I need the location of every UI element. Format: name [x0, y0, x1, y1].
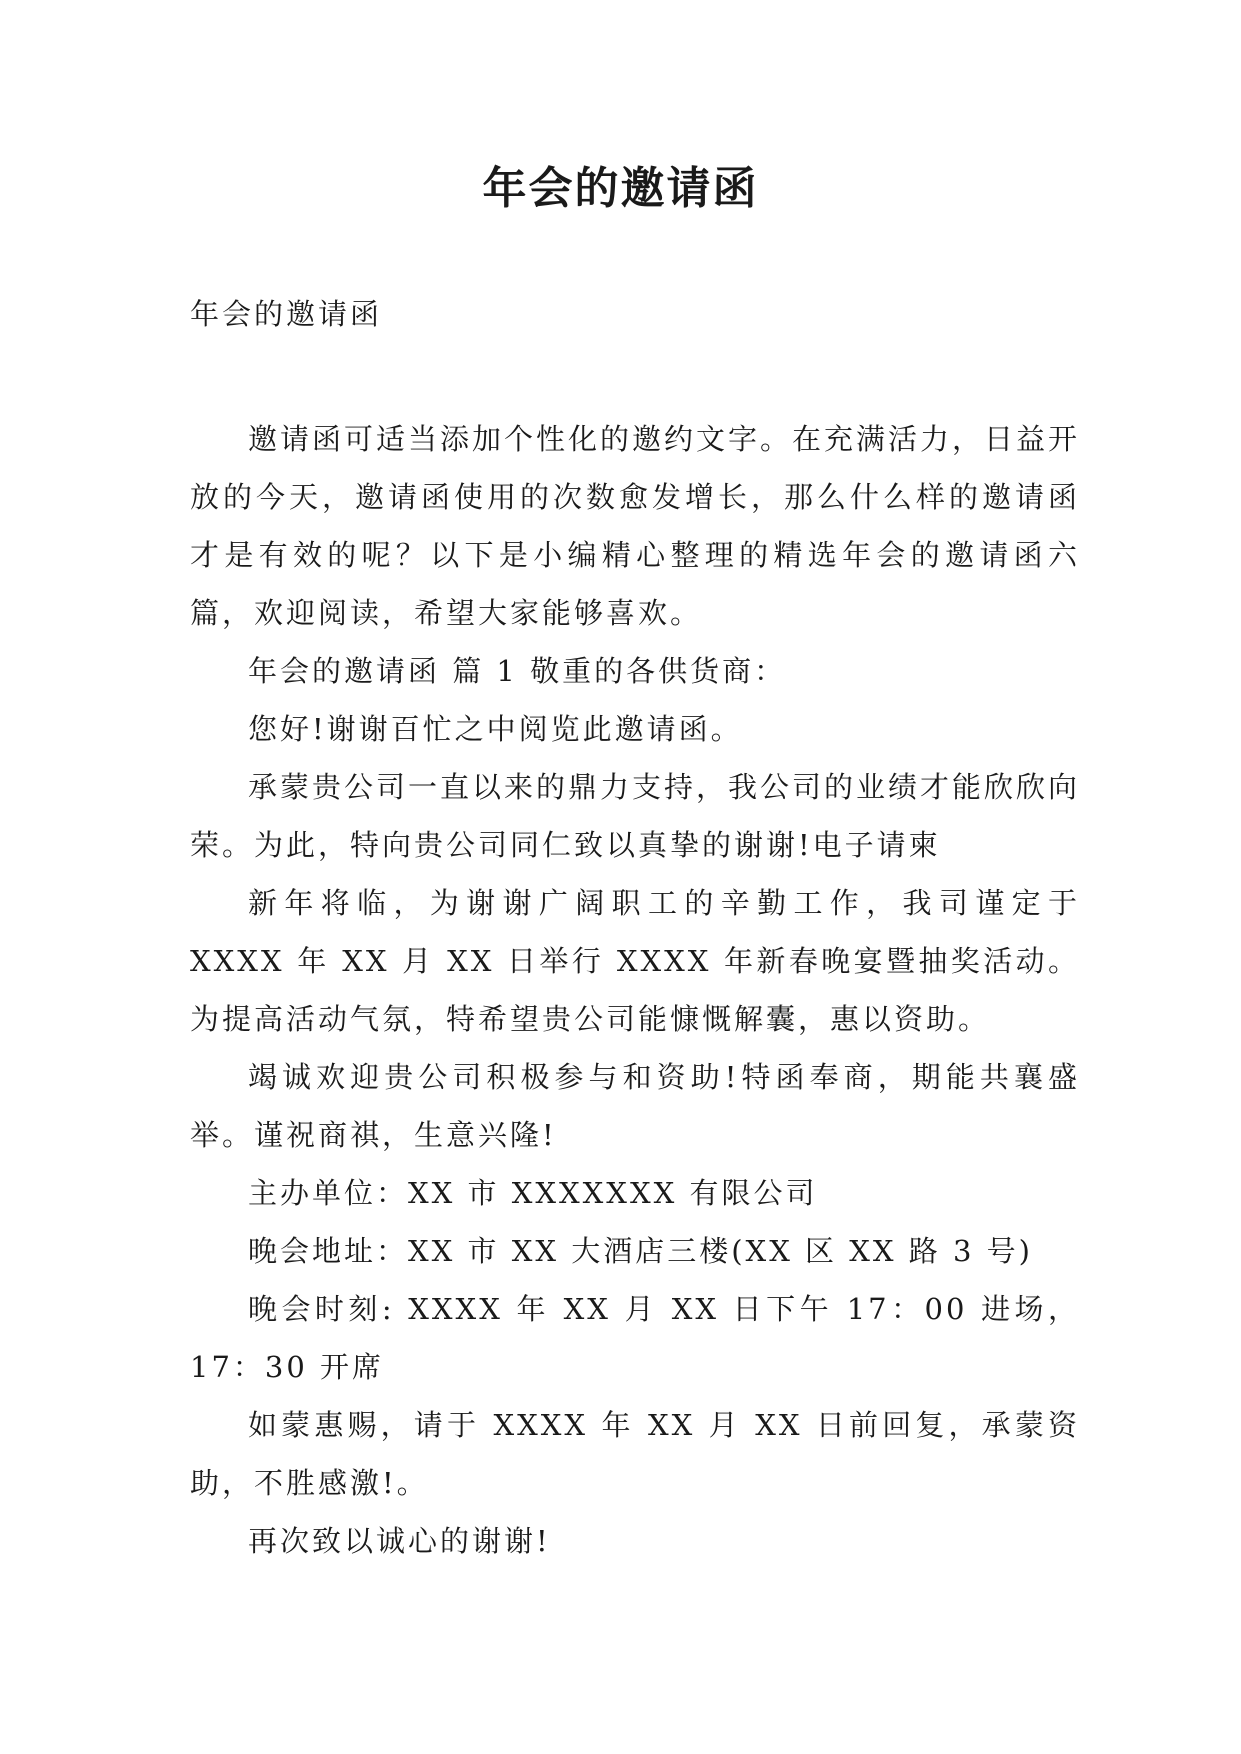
paragraph-intro: 邀请函可适当添加个性化的邀约文字。在充满活力，日益开放的今天，邀请函使用的次数愈发增长，那么什么样的邀请函才是有效的呢？以下是小编精心整理的精选年会的邀请函六篇，欢迎阅读，希望大家能够喜欢。: [190, 422, 1081, 630]
paragraph-thanks: 承蒙贵公司一直以来的鼎力支持，我公司的业绩才能欣欣向荣。为此，特向贵公司同仁致以真挚的谢谢!电子请柬: [190, 770, 1081, 862]
paragraph-time: 晚会时刻: XXXX 年 XX 月 XX 日下午 17：00 进场，17：30 开席: [190, 1292, 1080, 1384]
paragraph-event: 新年将临，为谢谢广阔职工的辛勤工作，我司谨定于 XXXX 年 XX 月 XX 日举行 XXXX 年新春晚宴暨抽奖活动。为提高活动气氛，特希望贵公司能慷慨解囊，惠以资助。: [190, 886, 1080, 1036]
paragraph-heading: 年会的邀请函 篇 1 敬重的各供货商：: [248, 654, 787, 688]
paragraph-greeting: 您好!谢谢百忙之中阅览此邀请函。: [248, 712, 743, 746]
document-body: [190, 410, 1080, 1570]
document-subtitle: 年会的邀请函: [190, 297, 383, 331]
paragraph-organizer: 主办单位：XX 市 XXXXXXX 有限公司: [248, 1176, 818, 1210]
paragraph-rsvp: 如蒙惠赐，请于 XXXX 年 XX 月 XX 日前回复，承蒙资助，不胜感激!。: [190, 1408, 1080, 1500]
paragraph-welcome: 竭诚欢迎贵公司积极参与和资助!特函奉商，期能共襄盛举。谨祝商祺，生意兴隆!: [190, 1060, 1080, 1152]
paragraph-address: 晚会地址：XX 市 XX 大酒店三楼(XX 区 XX 路 3 号): [248, 1234, 1033, 1268]
paragraph-closing: 再次致以诚心的谢谢!: [248, 1524, 551, 1558]
document-title: 年会的邀请函: [482, 163, 759, 214]
